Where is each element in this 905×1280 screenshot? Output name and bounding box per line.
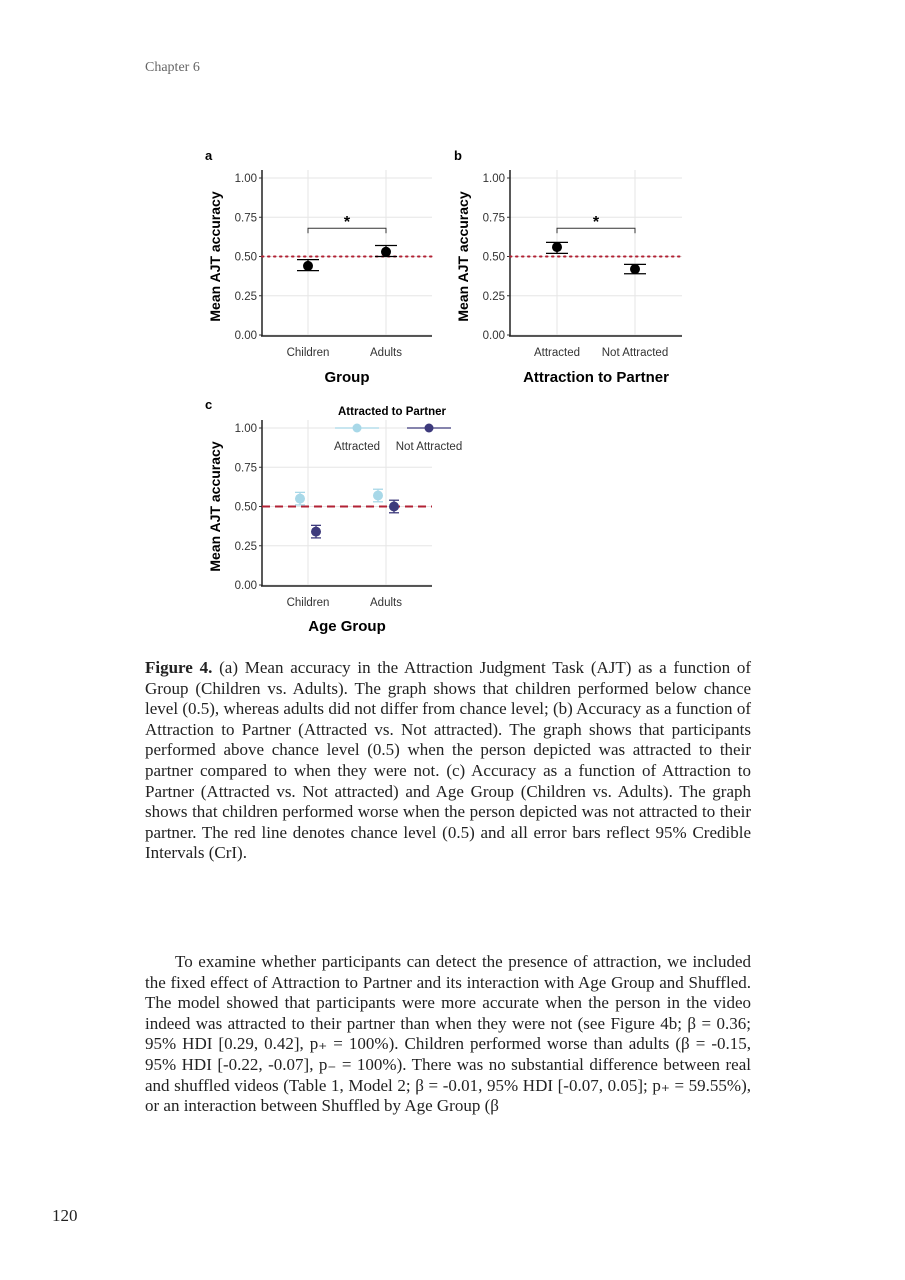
y-tick-label: 0.00 bbox=[234, 580, 257, 592]
x-tick-label: Adults bbox=[370, 347, 402, 359]
y-tick-label: 0.50 bbox=[234, 251, 257, 264]
y-tick-label: 0.75 bbox=[234, 212, 257, 225]
y-tick-label: 0.00 bbox=[482, 330, 505, 342]
legend-label: Not Attracted bbox=[395, 441, 463, 453]
y-axis-title: Mean AJT accuracy bbox=[207, 191, 223, 322]
panel-letter: a bbox=[205, 148, 213, 163]
y-axis-title: Mean AJT accuracy bbox=[455, 191, 471, 322]
chart-panel-b bbox=[454, 148, 682, 386]
x-tick-label: Adults bbox=[370, 597, 402, 609]
data-point bbox=[552, 242, 562, 252]
y-tick-label: 0.25 bbox=[482, 290, 505, 303]
y-tick-label: 0.25 bbox=[234, 290, 257, 303]
y-tick-label: 0.75 bbox=[482, 212, 505, 225]
x-axis-title: Attraction to Partner bbox=[523, 369, 669, 386]
data-point bbox=[373, 491, 383, 501]
y-tick-label: 1.00 bbox=[234, 173, 257, 185]
x-tick-label: Attracted bbox=[533, 347, 581, 359]
x-tick-label: Children bbox=[286, 347, 330, 359]
data-point bbox=[303, 261, 313, 271]
running-head: Chapter 6 bbox=[145, 60, 200, 75]
legend-title: Attracted to Partner bbox=[338, 406, 446, 418]
y-tick-label: 0.00 bbox=[234, 330, 257, 342]
x-tick-label: Not Attracted bbox=[601, 347, 669, 359]
significance-star: * bbox=[592, 214, 600, 232]
data-point bbox=[630, 264, 640, 274]
x-tick-label: Children bbox=[286, 597, 330, 609]
caption-text: (a) Mean accuracy in the Attraction Judgment Task (AJT) as a function of Group (Children vs. Adults). The graph shows that children performed below chance level (0.5), whereas adults did not differ from chance level; (b) Accuracy as a function of Attraction to Partner (Attracted vs. Not attracted). The graph shows that participants performed above chance level (0.5) when the person depicted was attracted to their partner compared to when they were not. (c) Accuracy as a function of Attraction to Partner (Attracted vs. Not attracted) and Age Group (Children vs. Adults). The graph shows that children performed worse when the person depicted was not attracted to their partner. The red line denotes chance level (0.5) and all error bars reflect 95% Credible Intervals (CrI). bbox=[145, 658, 751, 863]
figure-caption bbox=[145, 658, 751, 864]
chart-panel-c bbox=[205, 397, 462, 635]
y-axis-title: Mean AJT accuracy bbox=[207, 441, 223, 572]
data-point bbox=[311, 527, 321, 537]
y-tick-label: 1.00 bbox=[482, 173, 505, 185]
y-tick-label: 0.25 bbox=[234, 540, 257, 553]
legend-label: Attracted bbox=[333, 441, 381, 453]
panel-letter: c bbox=[205, 397, 213, 412]
data-point bbox=[295, 494, 305, 504]
y-tick-label: 0.50 bbox=[482, 251, 505, 264]
x-axis-title: Group bbox=[324, 369, 370, 386]
y-tick-label: 0.75 bbox=[234, 462, 257, 475]
x-axis-title: Age Group bbox=[308, 618, 386, 635]
legend-key-point bbox=[425, 424, 434, 433]
body-paragraph: To examine whether participants can detect the presence of attraction, we included the fixed effect of Attraction to Partner and its interaction with Age Group and Shuffled. The model showed that participants were more accurate when the person in the video indeed was attracted to their partner than when they were not (see Figure 4b; β = 0.36; 95% HDI [0.29, 0.42], p₊ = 100%). Children performed worse than adults (β = -0.15, 95% HDI [-0.22, -0.07], p₋ = 100%). There was no substantial difference between real and shuffled videos (Table 1, Model 2; β = -0.01, 95% HDI [-0.07, 0.05]; p₊ = 59.55%), or an interaction between Shuffled by Age Group (β bbox=[145, 952, 751, 1116]
legend-key-point bbox=[353, 424, 362, 433]
data-point bbox=[389, 502, 399, 512]
panel-letter: b bbox=[454, 148, 462, 163]
y-tick-label: 1.00 bbox=[234, 423, 257, 435]
significance-star: * bbox=[343, 214, 351, 232]
y-tick-label: 0.50 bbox=[234, 501, 257, 514]
page-number: 120 bbox=[52, 1206, 78, 1225]
chart-panel-a bbox=[205, 148, 432, 386]
caption-label: Figure 4. bbox=[145, 658, 213, 677]
data-point bbox=[381, 247, 391, 257]
